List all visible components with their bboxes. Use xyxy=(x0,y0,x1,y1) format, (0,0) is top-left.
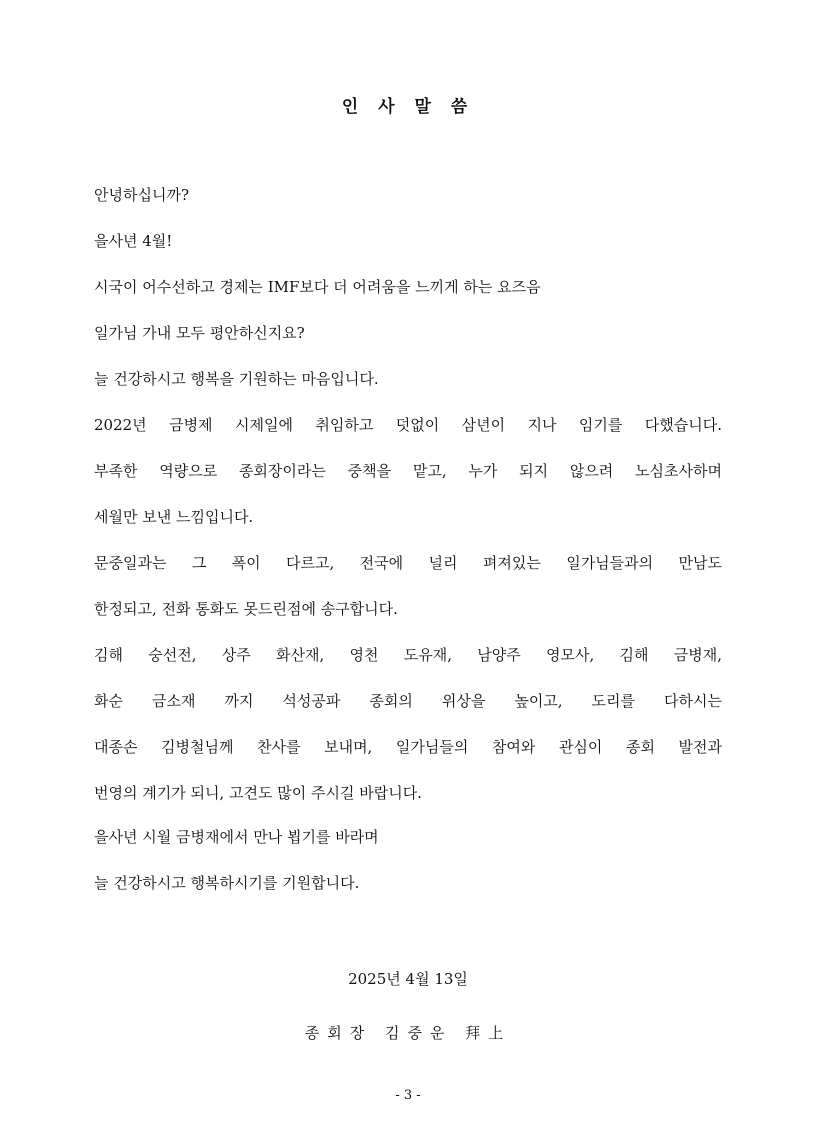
page-title: 인 사 말 씀 xyxy=(341,97,475,117)
body-line: 화순 금소재 까지 석성공파 종회의 위상을 높이고, 도리를 다하시는 xyxy=(94,692,722,710)
body-line: 2022년 금병제 시제일에 취임하고 덧없이 삼년이 지나 임기를 다했습니다. xyxy=(94,416,722,434)
body-line: 늘 건강하시고 행복을 기원하는 마음입니다. xyxy=(94,370,379,388)
body-line: 대종손 김병철님께 찬사를 보내며, 일가님들의 참여와 관심이 종회 발전과 xyxy=(94,738,722,756)
body-line: 을사년 4월! xyxy=(94,232,173,250)
page-number: - 3 - xyxy=(395,1088,421,1103)
body-line: 부족한 역량으로 종회장이라는 중책을 맡고, 누가 되지 않으려 노심초사하며 xyxy=(94,462,722,480)
body-line: 한정되고, 전화 통화도 못드린점에 송구합니다. xyxy=(94,600,398,618)
letter-date: 2025년 4월 13일 xyxy=(348,970,468,988)
body-line: 번영의 계기가 되니, 고견도 많이 주시길 바랍니다. xyxy=(94,784,422,802)
body-line: 을사년 시월 금병재에서 만나 뵙기를 바라며 xyxy=(94,828,379,846)
body-line: 문중일과는 그 폭이 다르고, 전국에 널리 펴져있는 일가님들과의 만남도 xyxy=(94,554,722,572)
body-line: 시국이 어수선하고 경제는 IMF보다 더 어려움을 느끼게 하는 요즈음 xyxy=(94,278,541,296)
body-line: 늘 건강하시고 행복하시기를 기원합니다. xyxy=(94,874,360,892)
body-line: 안녕하십니까? xyxy=(94,186,189,204)
body-line: 일가님 가내 모두 평안하신지요? xyxy=(94,324,305,342)
body-line: 세월만 보낸 느낌입니다. xyxy=(94,508,254,526)
body-line: 김해 숭선전, 상주 화산재, 영천 도유재, 남양주 영모사, 김해 금병재, xyxy=(94,646,722,664)
letter-signature: 종회장 김중운 拜上 xyxy=(304,1024,512,1042)
